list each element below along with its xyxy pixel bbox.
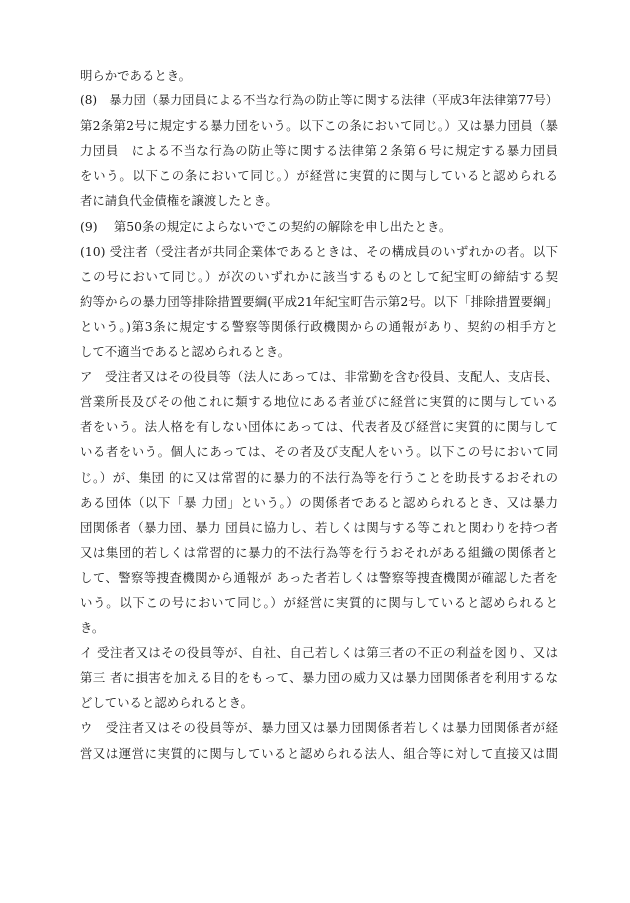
- text-line: 者をいう。法人格を有しない団体にあっては、代表者及び経営に実質的に関与して: [80, 419, 558, 435]
- text-line: して、警察等捜査機関から通報が あった者若しくは警察等捜査機関が確認した者を: [80, 569, 558, 585]
- text-line: (9) 第50条の規定によらないでこの契約の解除を申し出たとき。: [80, 218, 452, 234]
- text-line: ア 受注者又はその役員等（法人にあっては、非常勤を含む役員、支配人、支店長、: [80, 369, 558, 385]
- text-line: どしていると認められるとき。: [80, 695, 253, 711]
- text-line: いう。以下この号において同じ。）が経営に実質的に関与していると認められると: [80, 594, 558, 610]
- document-body-text: [80, 63, 558, 766]
- text-line: (8) 暴力団（暴力団員による不当な行為の防止等に関する法律（平成3年法律第77号）: [80, 93, 558, 108]
- text-line: 者に請負代金債権を譲渡したとき。: [80, 193, 278, 209]
- text-line: 約等からの暴力団等排除措置要綱(平成21年紀宝町告示第2号。以下「排除措置要綱」: [80, 293, 558, 309]
- text-line: 又は集団的若しくは常習的に暴力的不法行為等を行うおそれがある組織の関係者と: [80, 544, 558, 560]
- text-line: いる者をいう。個人にあっては、その者及び支配人をいう。以下この号において同: [80, 444, 558, 460]
- text-line: 第2条第2号に規定する暴力団をいう。以下この条において同じ。）又は暴力団員（暴: [80, 118, 558, 134]
- text-line: ある団体（以下「暴 力団」という。）の関係者であると認められるとき、又は暴力: [80, 494, 558, 510]
- text-line: 明らかであるとき。: [80, 68, 192, 83]
- text-line: (10) 受注者（受注者が共同企業体であるときは、その構成員のいずれかの者。以下: [80, 243, 558, 259]
- text-line: 第三 者に損害を加える目的をもって、暴力団の威力又は暴力団関係者を利用するな: [80, 670, 558, 686]
- text-line: 営業所長及びその他これに類する地位にある者並びに経営に実質的に関与している: [80, 394, 558, 410]
- text-line: この号において同じ。）が次のいずれかに該当するものとして紀宝町の締結する契: [80, 268, 558, 284]
- text-line: して不適当であると認められるとき。: [80, 344, 291, 360]
- text-line: イ 受注者又はその役員等が、自社、自己若しくは第三者の不正の利益を図り、又は: [80, 645, 558, 661]
- text-line: 団関係者（暴力団、暴力 団員に協力し、若しくは関与する等これと関わりを持つ者: [80, 519, 558, 535]
- text-line: という。)第3条に規定する警察等関係行政機関からの通報があり、契約の相手方と: [80, 318, 558, 334]
- text-line: じ。）が、集団 的に又は常習的に暴力的不法行為等を行うことを助長するおそれの: [80, 469, 558, 485]
- text-line: 営又は運営に実質的に関与していると認められる法人、組合等に対して直接又は間: [80, 745, 558, 761]
- text-line: をいう。以下この条において同じ。）が経営に実質的に関与していると認められる: [80, 168, 558, 184]
- text-line: 力団員 による不当な行為の防止等に関する法律第２条第６号に規定する暴力団員: [80, 143, 558, 159]
- text-line: き。: [80, 620, 105, 636]
- text-line: ウ 受注者又はその役員等が、暴力団又は暴力団関係者若しくは暴力団関係者が経: [80, 720, 558, 736]
